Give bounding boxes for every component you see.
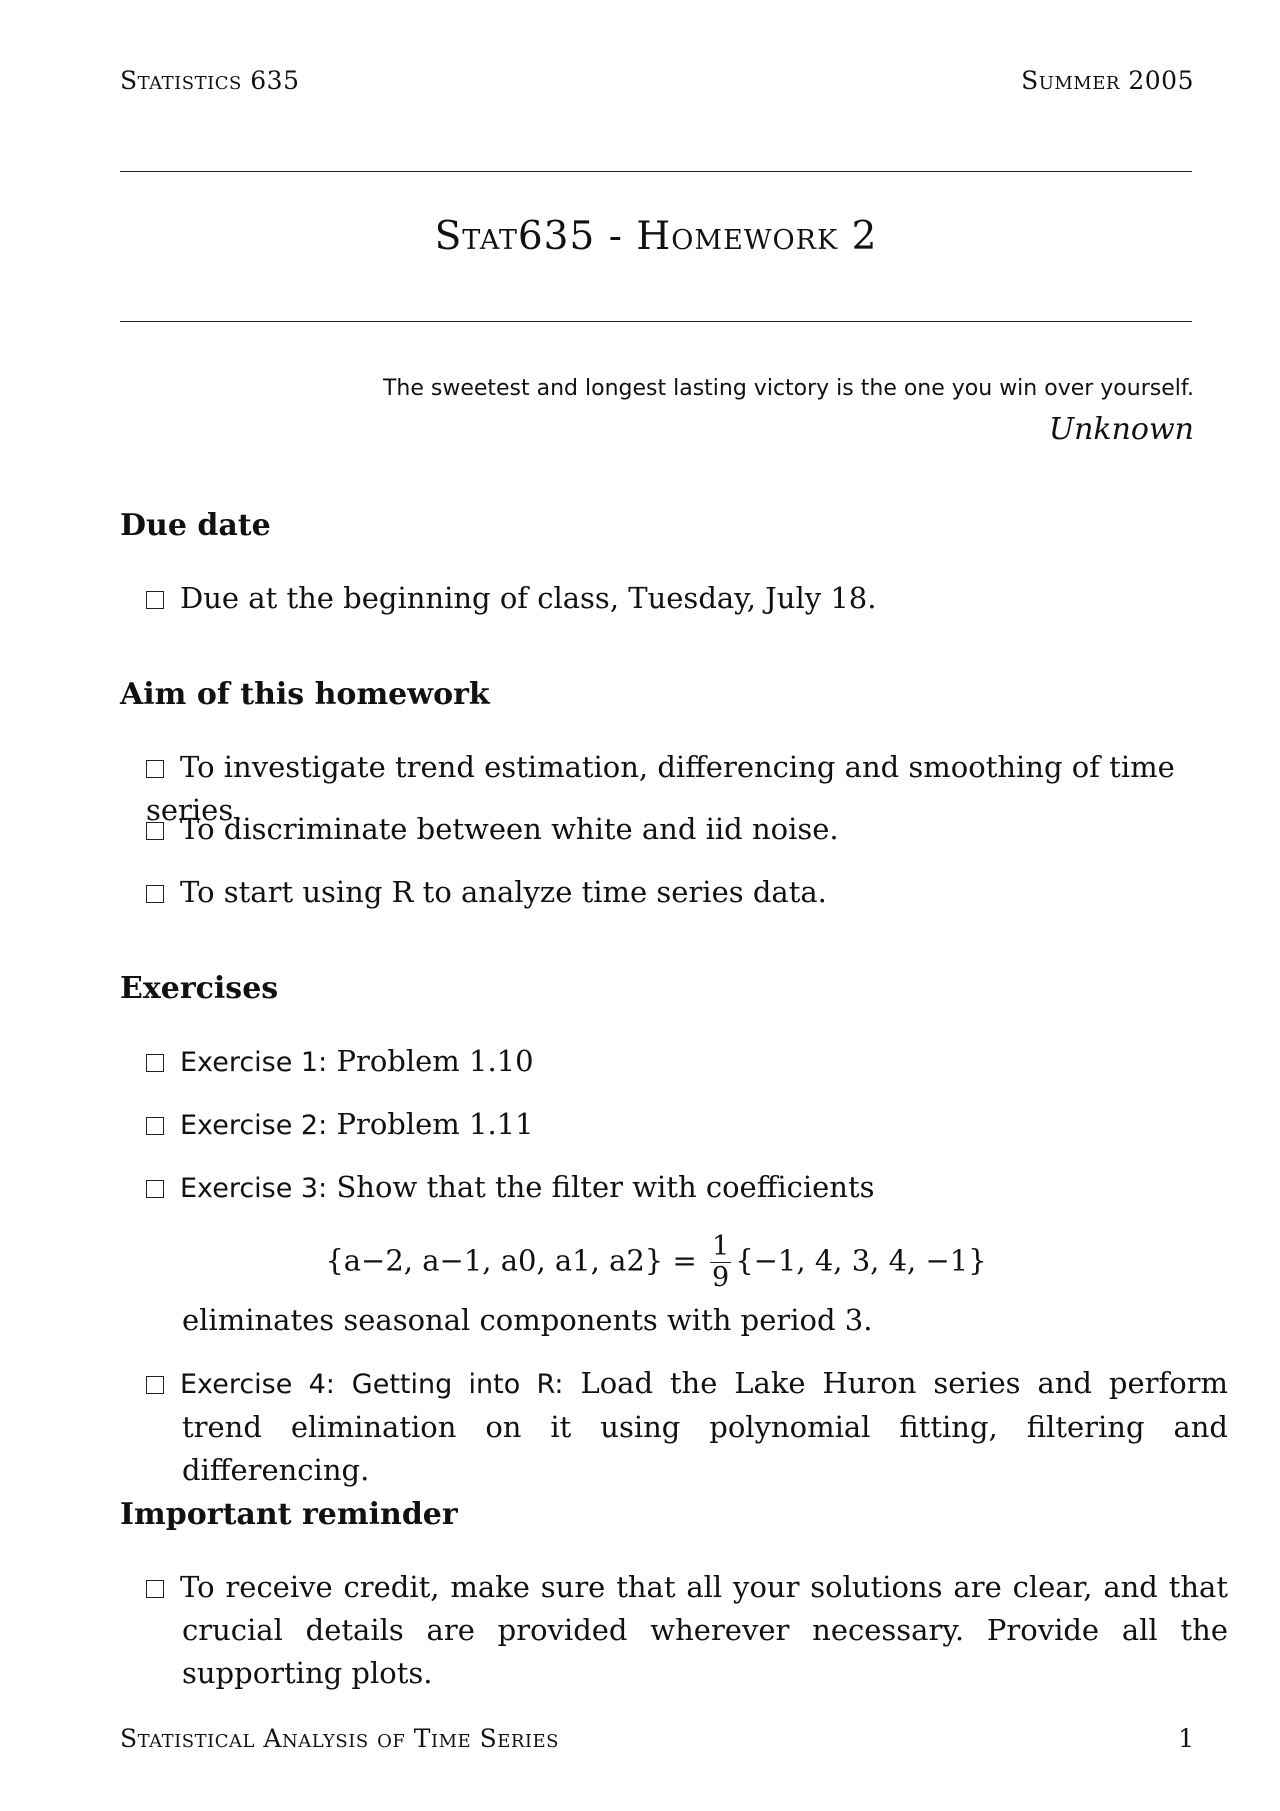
section-heading-exercises: Exercises (120, 971, 279, 1006)
header-term: Summer 2005 (1021, 66, 1194, 95)
epigraph-author: Unknown (1048, 412, 1194, 447)
epigraph-quote: The sweetest and longest lasting victory is the one you win over yourself. (382, 376, 1194, 401)
page-title: Stat635 - Homework 2 (434, 214, 878, 259)
list-item: Due at the beginning of class, Tuesday, July 18. (146, 577, 876, 620)
list-item: To discriminate between white and iid noise. (146, 808, 839, 851)
checkbox-icon (146, 822, 164, 840)
checkbox-icon (146, 1054, 164, 1072)
checkbox-icon (146, 885, 164, 903)
checkbox-icon (146, 1580, 164, 1598)
footer-course-title: Statistical Analysis of Time Series (120, 1724, 559, 1753)
page-number: 1 (1178, 1724, 1194, 1753)
exercise-2: Exercise 2: Problem 1.11 (146, 1103, 534, 1147)
checkbox-icon (146, 591, 164, 609)
section-heading-due-date: Due date (120, 508, 271, 543)
title-rule-top (120, 171, 1192, 172)
exercise-3: Exercise 3: Show that the filter with coefficients (146, 1166, 874, 1210)
list-item: To start using R to analyze time series data. (146, 871, 827, 914)
exercise-3-continuation: eliminates seasonal components with period 3. (182, 1303, 873, 1337)
section-heading-aim: Aim of this homework (120, 677, 490, 712)
filter-equation: {a−2, a−1, a0, a1, a2} = $\frac{1}{9}$ {−1, 4, 3, 4, −1} (325, 1231, 987, 1293)
equation-fraction: $\frac{1}{9}$ (712, 1231, 730, 1293)
checkbox-icon (146, 1117, 164, 1135)
checkbox-icon (146, 760, 164, 778)
exercise-1: Exercise 1: Problem 1.10 (146, 1040, 534, 1084)
list-item: To investigate trend estimation, differencing and smoothing of time series. (146, 750, 1175, 827)
checkbox-icon (146, 1376, 164, 1394)
exercise-4: Exercise 4: Getting into R: Load the Lake Huron series and perform trend elimination on it using polynomial fitting, filtering and differencing. (146, 1362, 1228, 1492)
header-course: Statistics 635 (120, 66, 300, 95)
checkbox-icon (146, 1180, 164, 1198)
title-rule-bottom (120, 321, 1192, 322)
reminder-item: To receive credit, make sure that all your solutions are clear, and that crucial details are provided wherever necessary. Provide all the supporting plots. (146, 1566, 1228, 1695)
section-heading-reminder: Important reminder (120, 1497, 458, 1532)
